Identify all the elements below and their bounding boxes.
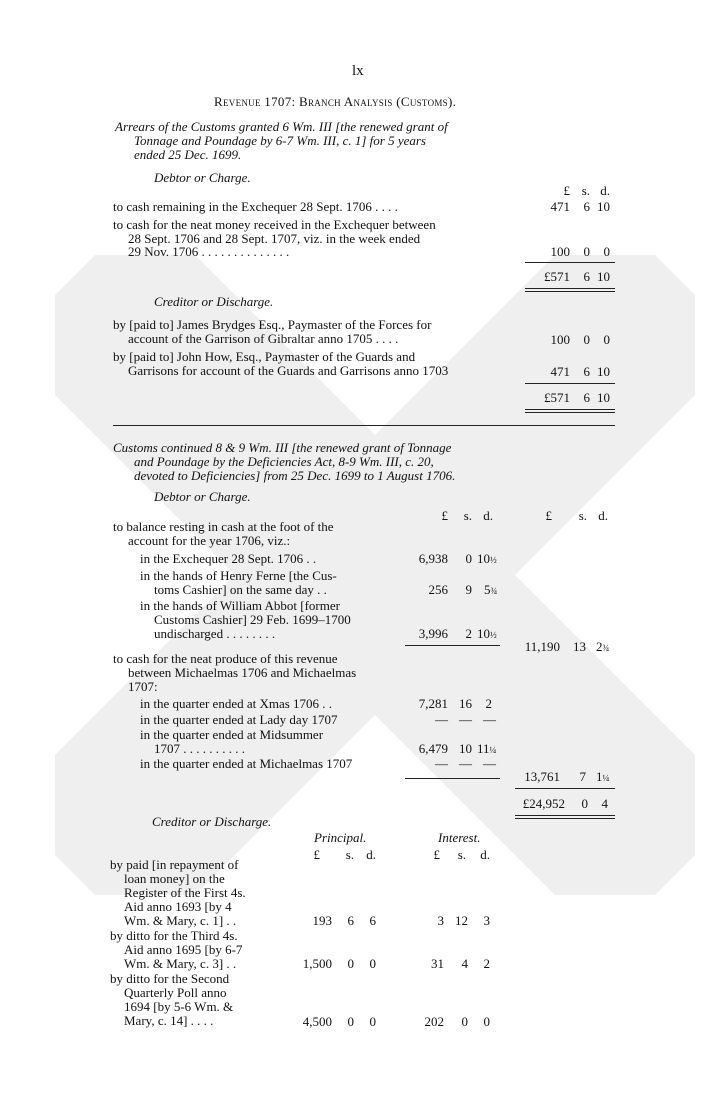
principal-colhead-pence: d. bbox=[366, 847, 376, 862]
s1-debit-row2-line1: to cash for the neat money received in the Exchequer between bbox=[113, 217, 436, 232]
s1-debit-total-shillings: 6 bbox=[583, 269, 590, 284]
section2-heading-line2: and Poundage by the Deficiencies Act, 8-9 Wm. III, c. 20, bbox=[134, 454, 434, 469]
s2-balance-subtotal-rule bbox=[405, 645, 500, 646]
s1-credit-row1-pounds: 100 bbox=[550, 332, 570, 347]
s2-credit-row3-line1: by ditto for the Second bbox=[110, 971, 230, 986]
s2-produce-item3-pounds: 6,479 bbox=[418, 741, 448, 756]
s2-credit-row2-interest-shillings: 4 bbox=[461, 956, 468, 971]
s2-produce-intro-line2: between Michaelmas 1706 and Michaelmas bbox=[128, 665, 357, 680]
s2-grand-total-pence: 4 bbox=[601, 796, 608, 811]
s2-produce-total-pence: 1¼ bbox=[596, 769, 610, 784]
s2-credit-row1-interest-pounds: 3 bbox=[437, 913, 444, 928]
s2-inner-colhead-pounds: £ bbox=[441, 508, 448, 523]
s1-debit-row1-pounds: 471 bbox=[550, 199, 570, 214]
s1-credit-total-double-rule bbox=[525, 409, 615, 413]
s2-credit-row1-line4: Aid anno 1693 [by 4 bbox=[124, 899, 232, 914]
s1-debit-total-pence: 10 bbox=[597, 269, 610, 284]
s2-credit-row3-interest-pence: 0 bbox=[483, 1014, 490, 1029]
section2-heading-line1: Customs continued 8 & 9 Wm. III [the renewed grant of Tonnage bbox=[113, 440, 452, 455]
s1-credit-total-shillings: 6 bbox=[583, 390, 590, 405]
s2-credit-row3-interest-shillings: 0 bbox=[461, 1014, 468, 1029]
s2-credit-row1-line5: Wm. & Mary, c. 1] . . bbox=[124, 913, 237, 928]
section1-heading-line3: ended 25 Dec. 1699. bbox=[134, 147, 242, 162]
section1-debtor-heading: Debtor or Charge. bbox=[154, 170, 251, 185]
section2-creditor-heading: Creditor or Discharge. bbox=[152, 814, 272, 829]
s2-balance-item3-line3: undischarged . . . . . . . . bbox=[154, 626, 276, 641]
s1-colhead-pounds: £ bbox=[563, 183, 570, 198]
s2-credit-row3-interest-pounds: 202 bbox=[424, 1014, 444, 1029]
s2-balance-item1-pounds: 6,938 bbox=[418, 551, 448, 566]
s2-balance-item2-shillings: 9 bbox=[465, 582, 472, 597]
s2-produce-item1-pounds: 7,281 bbox=[418, 696, 448, 711]
s1-credit-row2-pounds: 471 bbox=[550, 364, 570, 379]
s2-grand-total-rule bbox=[515, 788, 615, 789]
s2-produce-item3-line1: in the quarter ended at Midsummer bbox=[140, 727, 324, 742]
s2-produce-item2-shillings: — bbox=[459, 712, 472, 727]
s2-balance-item3-line1: in the hands of William Abbot [former bbox=[140, 598, 340, 613]
s2-produce-item4-shillings: — bbox=[459, 756, 472, 771]
s2-credit-row1-line1: by paid [in repayment of bbox=[110, 857, 239, 872]
s2-credit-row3-line2: Quarterly Poll anno bbox=[124, 985, 227, 1000]
s1-debit-row1-pence: 10 bbox=[597, 199, 610, 214]
section-divider-rule bbox=[113, 425, 615, 426]
s2-grand-total-double-rule bbox=[515, 815, 615, 819]
s2-produce-item2-text: in the quarter ended at Lady day 1707 bbox=[140, 712, 338, 727]
principal-colhead-pounds: £ bbox=[313, 847, 320, 862]
s1-credit-row1-pence: 0 bbox=[603, 332, 610, 347]
s2-produce-item1-text: in the quarter ended at Xmas 1706 . . bbox=[140, 696, 333, 711]
s1-credit-row1-line2: account of the Garrison of Gibraltar anno 1705 . . . . bbox=[128, 331, 399, 346]
interest-colhead-pence: d. bbox=[480, 847, 490, 862]
s2-balance-item3-shillings: 2 bbox=[465, 626, 472, 641]
s2-balance-item2-pounds: 256 bbox=[428, 582, 448, 597]
s2-produce-intro-line3: 1707: bbox=[128, 679, 158, 694]
s2-credit-row2-interest-pence: 2 bbox=[483, 956, 490, 971]
s2-credit-row3-principal-pounds: 4,500 bbox=[302, 1014, 332, 1029]
s2-produce-item4-text: in the quarter ended at Michaelmas 1707 bbox=[140, 756, 353, 771]
s2-produce-item3-line2: 1707 . . . . . . . . . . bbox=[154, 741, 245, 756]
s2-produce-item3-pence: 11¼ bbox=[477, 741, 497, 756]
s1-credit-row1-line1: by [paid to] James Brydges Esq., Paymaster of the Forces for bbox=[113, 317, 432, 332]
s2-credit-row3-line4: Mary, c. 14] . . . . bbox=[124, 1013, 214, 1028]
s1-debit-row2-line3: 29 Nov. 1706 . . . . . . . . . . . . . . bbox=[128, 244, 290, 259]
s2-credit-row2-interest-pounds: 31 bbox=[431, 956, 444, 971]
principal-heading: Principal. bbox=[314, 830, 367, 845]
s1-credit-row1-shillings: 0 bbox=[583, 332, 590, 347]
s1-debit-row1-text: to cash remaining in the Exchequer 28 Sept. 1706 . . . . bbox=[113, 199, 398, 214]
s2-balance-intro-line2: account for the year 1706, viz.: bbox=[128, 533, 291, 548]
section2-debtor-heading: Debtor or Charge. bbox=[154, 489, 251, 504]
section1-creditor-heading: Creditor or Discharge. bbox=[154, 294, 274, 309]
s2-balance-total-shillings: 13 bbox=[573, 639, 586, 654]
s2-balance-item3-pence: 10½ bbox=[477, 626, 497, 641]
s2-balance-item1-text: in the Exchequer 28 Sept. 1706 . . bbox=[140, 551, 317, 566]
s2-credit-row2-principal-pence: 0 bbox=[369, 956, 376, 971]
s1-debit-total-double-rule bbox=[525, 288, 615, 292]
s1-credit-row2-shillings: 6 bbox=[583, 364, 590, 379]
s2-credit-row1-interest-pence: 3 bbox=[483, 913, 490, 928]
s2-produce-total-shillings: 7 bbox=[579, 769, 586, 784]
s2-grand-total-pounds: £24,952 bbox=[522, 796, 565, 811]
s2-outer-colhead-pence: d. bbox=[598, 508, 608, 523]
s2-balance-item3-line2: Customs Cashier] 29 Feb. 1699–1700 bbox=[154, 612, 351, 627]
s1-debit-row2-shillings: 0 bbox=[583, 244, 590, 259]
interest-colhead-pounds: £ bbox=[433, 847, 440, 862]
s2-credit-row1-principal-shillings: 6 bbox=[347, 913, 354, 928]
s2-produce-item4-pence: — bbox=[483, 756, 496, 771]
s1-debit-row2-pence: 0 bbox=[603, 244, 610, 259]
s2-credit-row1-line2: loan money] on the bbox=[124, 871, 225, 886]
s2-credit-row2-line1: by ditto for the Third 4s. bbox=[110, 928, 238, 943]
s2-produce-item1-shillings: 16 bbox=[459, 696, 472, 711]
s1-colhead-pence: d. bbox=[600, 183, 610, 198]
s2-balance-item1-shillings: 0 bbox=[465, 551, 472, 566]
s1-credit-subtotal-rule bbox=[525, 383, 615, 384]
s1-debit-row2-pounds: 100 bbox=[550, 244, 570, 259]
s2-outer-colhead-pounds: £ bbox=[545, 508, 552, 523]
s1-debit-subtotal-rule bbox=[525, 262, 615, 263]
section1-heading-line2: Tonnage and Poundage by 6-7 Wm. III, c. 1] for 5 years bbox=[134, 133, 426, 148]
interest-colhead-shillings: s. bbox=[457, 847, 466, 862]
s2-produce-item4-pounds: — bbox=[435, 756, 448, 771]
s1-debit-row2-line2: 28 Sept. 1706 and 28 Sept. 1707, viz. in the week ended bbox=[128, 231, 421, 246]
s2-credit-row3-principal-shillings: 0 bbox=[347, 1014, 354, 1029]
s2-balance-item2-line2: toms Cashier] on the same day . . bbox=[154, 582, 327, 597]
s1-credit-total-pounds: £571 bbox=[544, 390, 570, 405]
s2-credit-row2-principal-pounds: 1,500 bbox=[302, 956, 332, 971]
s2-credit-row1-interest-shillings: 12 bbox=[455, 913, 468, 928]
s2-produce-subtotal-rule bbox=[405, 778, 500, 779]
s2-produce-total-pounds: 13,761 bbox=[524, 769, 560, 784]
s2-inner-colhead-pence: d. bbox=[483, 508, 493, 523]
s2-balance-total-pounds: 11,190 bbox=[524, 639, 560, 654]
s2-grand-total-shillings: 0 bbox=[581, 796, 588, 811]
page-title: Revenue 1707: Branch Analysis (Customs). bbox=[214, 94, 457, 109]
s2-balance-intro-line1: to balance resting in cash at the foot of the bbox=[113, 519, 334, 534]
s2-balance-item3-pounds: 3,996 bbox=[418, 626, 448, 641]
s1-debit-total-pounds: £571 bbox=[544, 269, 570, 284]
s2-produce-item2-pence: — bbox=[483, 712, 496, 727]
s2-credit-row1-principal-pounds: 193 bbox=[312, 913, 332, 928]
s2-credit-row3-line3: 1694 [by 5-6 Wm. & bbox=[124, 999, 234, 1014]
s1-debit-row1-shillings: 6 bbox=[583, 199, 590, 214]
s2-credit-row3-principal-pence: 0 bbox=[369, 1014, 376, 1029]
page-number: lx bbox=[352, 63, 364, 79]
s2-produce-item1-pence: 2 bbox=[485, 696, 492, 711]
s2-outer-colhead-shillings: s. bbox=[578, 508, 587, 523]
s2-balance-item2-line1: in the hands of Henry Ferne [the Cus- bbox=[140, 568, 337, 583]
s2-produce-item2-pounds: — bbox=[435, 712, 448, 727]
s2-balance-total-pence: 2¾ bbox=[596, 639, 610, 654]
s2-credit-row2-line3: Wm. & Mary, c. 3] . . bbox=[124, 956, 237, 971]
s2-inner-colhead-shillings: s. bbox=[463, 508, 472, 523]
section1-heading-line1: Arrears of the Customs granted 6 Wm. III [the renewed grant of bbox=[115, 119, 448, 134]
s2-credit-row1-line3: Register of the First 4s. bbox=[124, 885, 246, 900]
section2-heading-line3: devoted to Deficiencies] from 25 Dec. 1699 to 1 August 1706. bbox=[134, 468, 456, 483]
s1-credit-row2-line2: Garrisons for account of the Guards and Garrisons anno 1703 bbox=[128, 363, 449, 378]
s2-balance-item1-pence: 10½ bbox=[477, 551, 497, 566]
principal-colhead-shillings: s. bbox=[345, 847, 354, 862]
s1-colhead-shillings: s. bbox=[581, 183, 590, 198]
s2-credit-row1-principal-pence: 6 bbox=[369, 913, 376, 928]
s2-balance-item2-pence: 5¾ bbox=[484, 582, 498, 597]
s2-produce-intro-line1: to cash for the neat produce of this revenue bbox=[113, 651, 338, 666]
s2-credit-row2-line2: Aid anno 1695 [by 6-7 bbox=[124, 942, 243, 957]
s1-credit-row2-pence: 10 bbox=[597, 364, 610, 379]
s2-credit-row2-principal-shillings: 0 bbox=[347, 956, 354, 971]
s1-credit-row2-line1: by [paid to] John How, Esq., Paymaster of the Guards and bbox=[113, 349, 416, 364]
s2-produce-item3-shillings: 10 bbox=[459, 741, 472, 756]
interest-heading: Interest. bbox=[438, 830, 481, 845]
s1-credit-total-pence: 10 bbox=[597, 390, 610, 405]
